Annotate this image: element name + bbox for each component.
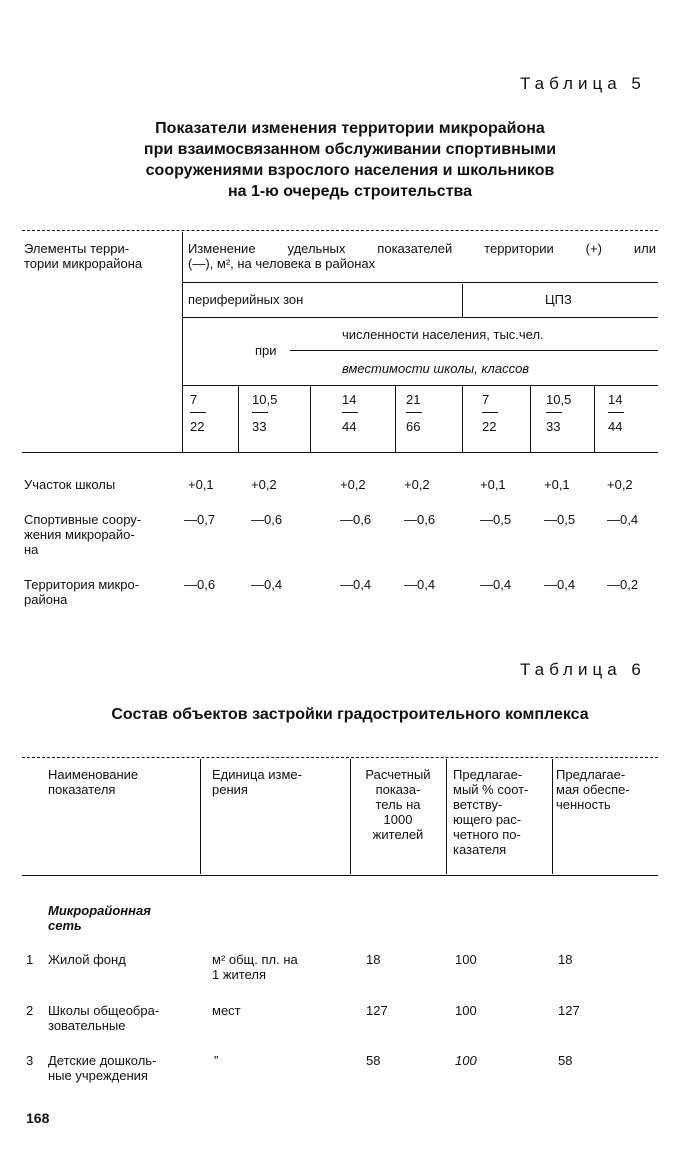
table6-row-number: 2 bbox=[26, 1003, 34, 1018]
table6-vline-4 bbox=[552, 759, 553, 874]
table5-cell: +0,2 bbox=[251, 477, 277, 492]
table5-cell: —0,5 bbox=[544, 512, 576, 527]
table6-cell: 58 bbox=[558, 1053, 573, 1068]
fraction-7: 14 44 bbox=[608, 392, 623, 434]
table5-row-label: Спортивные соору- жения микрорайо- на bbox=[24, 512, 142, 557]
table5-cell: +0,1 bbox=[188, 477, 214, 492]
table6-row-unit: мест bbox=[212, 1003, 241, 1018]
table5-header-cpz: ЦПЗ bbox=[545, 292, 572, 307]
table5-cell: —0,7 bbox=[184, 512, 216, 527]
table6-row-unit: м² общ. пл. на 1 жителя bbox=[212, 952, 298, 982]
table6-cell: 58 bbox=[366, 1053, 381, 1068]
table6-row-name: Жилой фонд bbox=[48, 952, 126, 967]
table5-cell: +0,2 bbox=[340, 477, 366, 492]
table6-caption: Таблица 6 bbox=[520, 660, 646, 679]
table5-header-change: Изменение удельных показателей территории (+) или (—), м², на человека в районах bbox=[188, 241, 656, 271]
table6-title: Состав объектов застройки градостроительного комплекса bbox=[111, 706, 589, 723]
table6-cell: 127 bbox=[366, 1003, 388, 1018]
fraction-5: 7 22 bbox=[482, 392, 497, 434]
table5-top-rule bbox=[22, 230, 658, 231]
page-number: 168 bbox=[26, 1110, 50, 1126]
table6-row-number: 3 bbox=[26, 1053, 34, 1068]
table5-cell: —0,2 bbox=[607, 577, 639, 592]
table5-cell: —0,4 bbox=[251, 577, 283, 592]
table5-header-population: численности населения, тыс.чел. bbox=[342, 327, 544, 342]
table5-caption: Таблица 5 bbox=[520, 74, 646, 93]
fraction-1: 7 22 bbox=[190, 392, 205, 434]
table5-header-bottom-rule bbox=[22, 452, 658, 453]
table5-header-pri: при bbox=[255, 343, 277, 358]
table6-vline-1 bbox=[200, 759, 201, 874]
table5-cell: +0,2 bbox=[404, 477, 430, 492]
table6-vline-3 bbox=[446, 759, 447, 874]
table6-section: Микрорайонная сеть bbox=[48, 903, 151, 933]
table6-row-name: Школы общеобра- зовательные bbox=[48, 1003, 160, 1033]
table5-cell: —0,4 bbox=[404, 577, 436, 592]
table6-cell: 100 bbox=[455, 952, 477, 967]
table5-cell: +0,2 bbox=[607, 477, 633, 492]
fraction-4: 21 66 bbox=[406, 392, 421, 434]
table5-vline-6 bbox=[594, 386, 595, 452]
table5-cell: —0,4 bbox=[607, 512, 639, 527]
table6-row-unit: ” bbox=[214, 1053, 219, 1068]
table6-header-bottom-rule bbox=[22, 875, 658, 876]
table6-cell: 127 bbox=[558, 1003, 580, 1018]
table5-cell: —0,4 bbox=[480, 577, 512, 592]
table6-header-pct: Предлагае- мый % соот- ветству- ющего рас- четного по- казателя bbox=[453, 767, 529, 857]
table6-row-number: 1 bbox=[26, 952, 34, 967]
table6-cell: 100 bbox=[455, 1003, 477, 1018]
table5-vline-zones bbox=[462, 284, 463, 317]
table5-title: Показатели изменения территории микрорайона при взаимосвязанном обслуживании спортивными сооружениями взрослого населения и школьников на 1-ю очередь строительства bbox=[143, 120, 557, 200]
table5-cell: —0,5 bbox=[480, 512, 512, 527]
table6-cell: 18 bbox=[366, 952, 381, 967]
table5-rule-pri bbox=[290, 350, 658, 351]
table5-vline-main bbox=[182, 232, 183, 452]
table5-vline-1 bbox=[238, 386, 239, 452]
fraction-3: 14 44 bbox=[342, 392, 357, 434]
table5-cell: —0,4 bbox=[544, 577, 576, 592]
table5-row-label: Территория микро- района bbox=[24, 577, 140, 607]
table6-cell: 18 bbox=[558, 952, 573, 967]
table5-vline-2 bbox=[310, 386, 311, 452]
table6-row-name: Детские дошколь- ные учреждения bbox=[48, 1053, 157, 1083]
table6-header-calc: Расчетный показа- тель на 1000 жителей bbox=[365, 767, 431, 842]
table5-rule-districts bbox=[183, 282, 658, 283]
fraction-6: 10,5 33 bbox=[546, 392, 572, 434]
table5-vline-4 bbox=[462, 386, 463, 452]
table5-cell: —0,6 bbox=[184, 577, 216, 592]
table5-vline-5 bbox=[530, 386, 531, 452]
table5-cell: —0,6 bbox=[251, 512, 283, 527]
table6-header-unit: Единица изме- рения bbox=[212, 767, 302, 797]
table5-header-school: вместимости школы, классов bbox=[342, 361, 530, 376]
table6-top-rule bbox=[22, 757, 658, 758]
table5-cell: +0,1 bbox=[480, 477, 506, 492]
table5-header-elements: Элементы терри- тории микрорайона bbox=[24, 241, 143, 271]
table5-cell: —0,6 bbox=[340, 512, 372, 527]
table5-rule-fractions bbox=[183, 385, 658, 386]
table5-cell: +0,1 bbox=[544, 477, 570, 492]
table5-header-peripheral: периферийных зон bbox=[188, 292, 304, 307]
table5-cell: —0,6 bbox=[404, 512, 436, 527]
table5-vline-3 bbox=[395, 386, 396, 452]
table6-header-provision: Предлагае- мая обеспе- ченность bbox=[556, 767, 630, 812]
table5-row-label: Участок школы bbox=[24, 477, 116, 492]
table5-cell: —0,4 bbox=[340, 577, 372, 592]
table6-header-name: Наименование показателя bbox=[48, 767, 139, 797]
table6-cell: 100 bbox=[455, 1053, 477, 1068]
table5-rule-zones bbox=[183, 317, 658, 318]
fraction-2: 10,5 33 bbox=[252, 392, 278, 434]
